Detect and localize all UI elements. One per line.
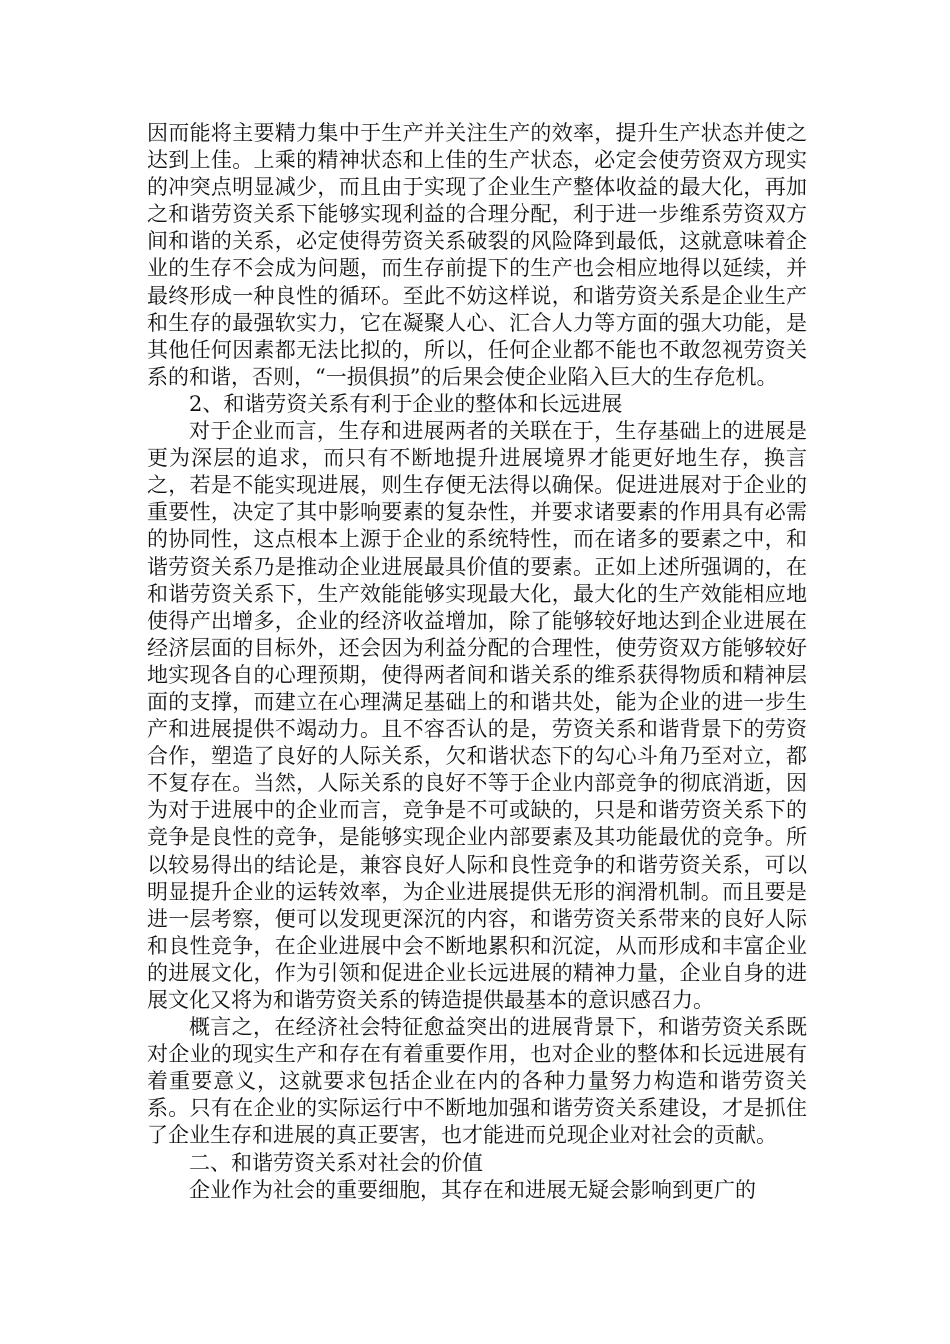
body-paragraph-4: 企业作为社会的重要细胞，其存在和进展无疑会影响到更广的 [189, 1177, 756, 1202]
section-heading-social-value: 二、和谐劳资关系对社会的价值 [189, 1150, 483, 1175]
document-page [147, 120, 807, 1204]
section-heading-2: 2、和谐劳资关系有利于企业的整体和长远进展 [189, 391, 623, 416]
body-paragraph-1: 因而能将主要精力集中于生产并关注生产的效率，提升生产状态并使之达到上佳。上乘的精神状态和上佳的生产状态，必定会使劳资双方现实的冲突点明显减少，而且由于实现了企业生产整体收益的最大化，再加之和谐劳资关系下能够实现利益的合理分配，利于进一步维系劳资双方间和谐的关系，必定使得劳资关系破裂的风险降到最低，这就意味着企业的生存不会成为问题，而生存前提下的生产也会相应地得以延续，并最终形成一种良性的循环。至此不妨这样说，和谐劳资关系是企业生产和生存的最强软实力，它在凝聚人心、汇合人力等方面的强大功能，是其他任何因素都无法比拟的，所以，任何企业都不能也不敢忽视劳资关系的和谐，否则，“一损俱损”的后果会使企业陷入巨大的生存危机。 [147, 121, 807, 389]
body-paragraph-3: 概言之，在经济社会特征愈益突出的进展背景下，和谐劳资关系既对企业的现实生产和存在有着重要作用，也对企业的整体和长远进展有着重要意义，这就要求包括企业在内的各种力量努力构造和谐劳资关系。只有在企业的实际运行中不断地加强和谐劳资关系建设，才是抓住了企业生存和进展的真正要害，也才能进而兑现企业对社会的贡献。 [147, 1015, 807, 1148]
body-paragraph-2: 对于企业而言，生存和进展两者的关联在于，生存基础上的进展是更为深层的追求，而只有不断地提升进展境界才能更好地生存，换言之，若是不能实现进展，则生存便无法得以确保。促进进展对于企业的重要性，决定了其中影响要素的复杂性，并要求诸要素的作用具有必需的协同性，这点根本上源于企业的系统特性，而在诸多的要素之中，和谐劳资关系乃是推动企业进展最具价值的要素。正如上述所强调的，在和谐劳资关系下，生产效能能够实现最大化，最大化的生产效能相应地使得产出增多，企业的经济收益增加，除了能够较好地达到企业进展在经济层面的目标外，还会因为利益分配的合理性，使劳资双方能够较好地实现各自的心理预期，使得两者间和谐关系的维系获得物质和精神层面的支撑，而建立在心理满足基础上的和谐共处，能为企业的进一步生产和进展提供不竭动力。且不容否认的是，劳资关系和谐背景下的劳资合作，塑造了良好的人际关系，欠和谐状态下的勾心斗角乃至对立，都不复存在。当然，人际关系的良好不等于企业内部竞争的彻底消逝，因为对于进展中的企业而言，竞争是不可或缺的，只是和谐劳资关系下的竞争是良性的竞争，是能够实现企业内部要素及其功能最优的竞争。所以较易得出的结论是，兼容良好人际和良性竞争的和谐劳资关系，可以明显提升企业的运转效率，为企业进展提供无形的润滑机制。而且要是进一层考察，便可以发现更深沉的内容，和谐劳资关系带来的良好人际和良性竞争，在企业进展中会不断地累积和沉淀，从而形成和丰富企业的进展文化，作为引领和促进企业长远进展的精神力量，企业自身的进展文化又将为和谐劳资关系的铸造提供最基本的意识感召力。 [147, 419, 807, 1012]
